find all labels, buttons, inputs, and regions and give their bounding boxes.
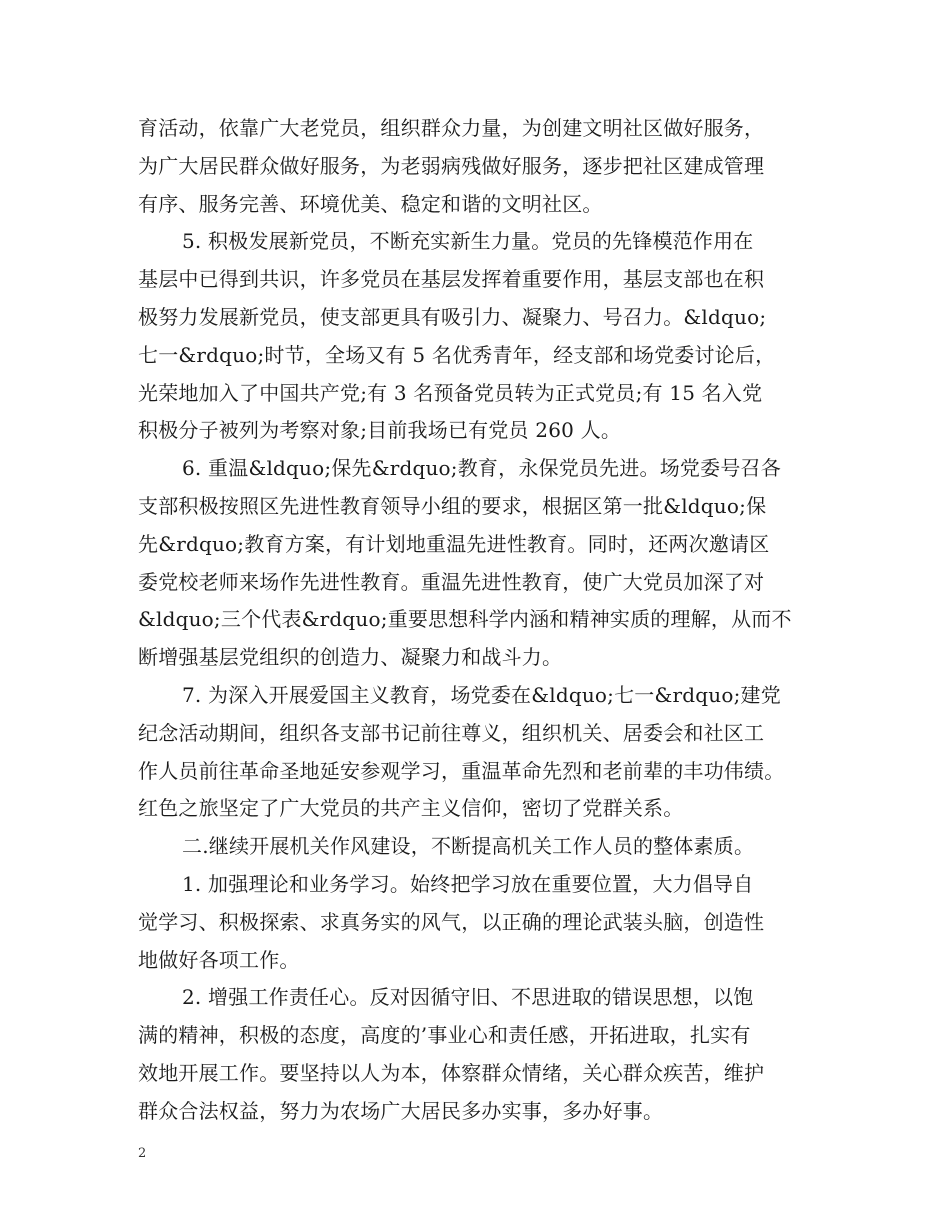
paragraph-start-line: 7. 为深入开展爱国主义教育，场党委在&ldquo;七一&rdquo;建党 <box>182 682 781 707</box>
section-heading-line: 二.继续开展机关作风建设，不断提高机关工作人员的整体素质。 <box>182 834 755 859</box>
text-line: 为广大居民群众做好服务，为老弱病残做好服务，逐步把社区建成管理 <box>138 153 765 178</box>
text-line: 红色之旅坚定了广大党员的共产主义信仰，密切了党群关系。 <box>138 796 684 821</box>
text-line: 先&rdquo;教育方案，有计划地重温先进性教育。同时，还两次邀请区 <box>138 531 770 556</box>
paragraph-start-line: 1. 加强理论和业务学习。始终把学习放在重要位置，大力倡导自 <box>182 871 754 896</box>
text-line: 极努力发展新党员，使支部更具有吸引力、凝聚力、号召力。&ldquo; <box>138 304 767 329</box>
text-line: 断增强基层党组织的创造力、凝聚力和战斗力。 <box>138 645 563 670</box>
body-text <box>138 110 838 1131</box>
text-line: 效地开展工作。要坚持以人为本，体察群众情绪，关心群众疾苦，维护 <box>138 1060 765 1085</box>
text-line: 基层中已得到共识，许多党员在基层发挥着重要作用，基层支部也在积 <box>138 267 765 292</box>
text-line: 光荣地加入了中国共产党;有 3 名预备党员转为正式党员;有 15 名入党 <box>138 380 763 405</box>
paragraph-start-line: 2. 增强工作责任心。反对因循守旧、不思进取的错误思想，以饱 <box>182 985 754 1010</box>
text-line: 纪念活动期间，组织各支部书记前往尊义，组织机关、居委会和社区工 <box>138 720 765 745</box>
paragraph-start-line: 6. 重温&ldquo;保先&rdquo;教育，永保党员先进。场党委号召各 <box>182 456 781 481</box>
text-line: 支部积极按照区先进性教育领导小组的要求，根据区第一批&ldquo;保 <box>138 493 767 518</box>
paragraph-start-line: 5. 积极发展新党员，不断充实新生力量。党员的先锋模范作用在 <box>182 229 754 254</box>
text-line: &ldquo;三个代表&rdquo;重要思想科学内涵和精神实质的理解，从而不 <box>138 607 792 632</box>
text-line: 群众合法权益，努力为农场广大居民多办实事，多办好事。 <box>138 1098 664 1123</box>
text-line: 觉学习、积极探索、求真务实的风气，以正确的理论武装头脑，创造性 <box>138 909 765 934</box>
text-line: 育活动，依靠广大老党员，组织群众力量，为创建文明社区做好服务， <box>138 116 765 140</box>
text-line: 积极分子被列为考察对象;目前我场已有党员 260 人。 <box>138 418 622 443</box>
text-line: 满的精神，积极的态度，高度的’事业心和责任感，开拓进取，扎实有 <box>138 1023 751 1048</box>
text-line: 有序、服务完善、环境优美、稳定和谐的文明社区。 <box>138 191 603 216</box>
page-number: 2 <box>138 1146 147 1161</box>
text-line: 七一&rdquo;时节，全场又有 5 名优秀青年，经支部和场党委讨论后， <box>138 342 776 367</box>
text-line: 委党校老师来场作先进性教育。重温先进性教育，使广大党员加深了对 <box>138 569 765 594</box>
text-line: 作人员前往革命圣地延安参观学习，重温革命先烈和老前辈的丰功伟绩。 <box>138 758 785 783</box>
text-line: 地做好各项工作。 <box>138 947 300 972</box>
